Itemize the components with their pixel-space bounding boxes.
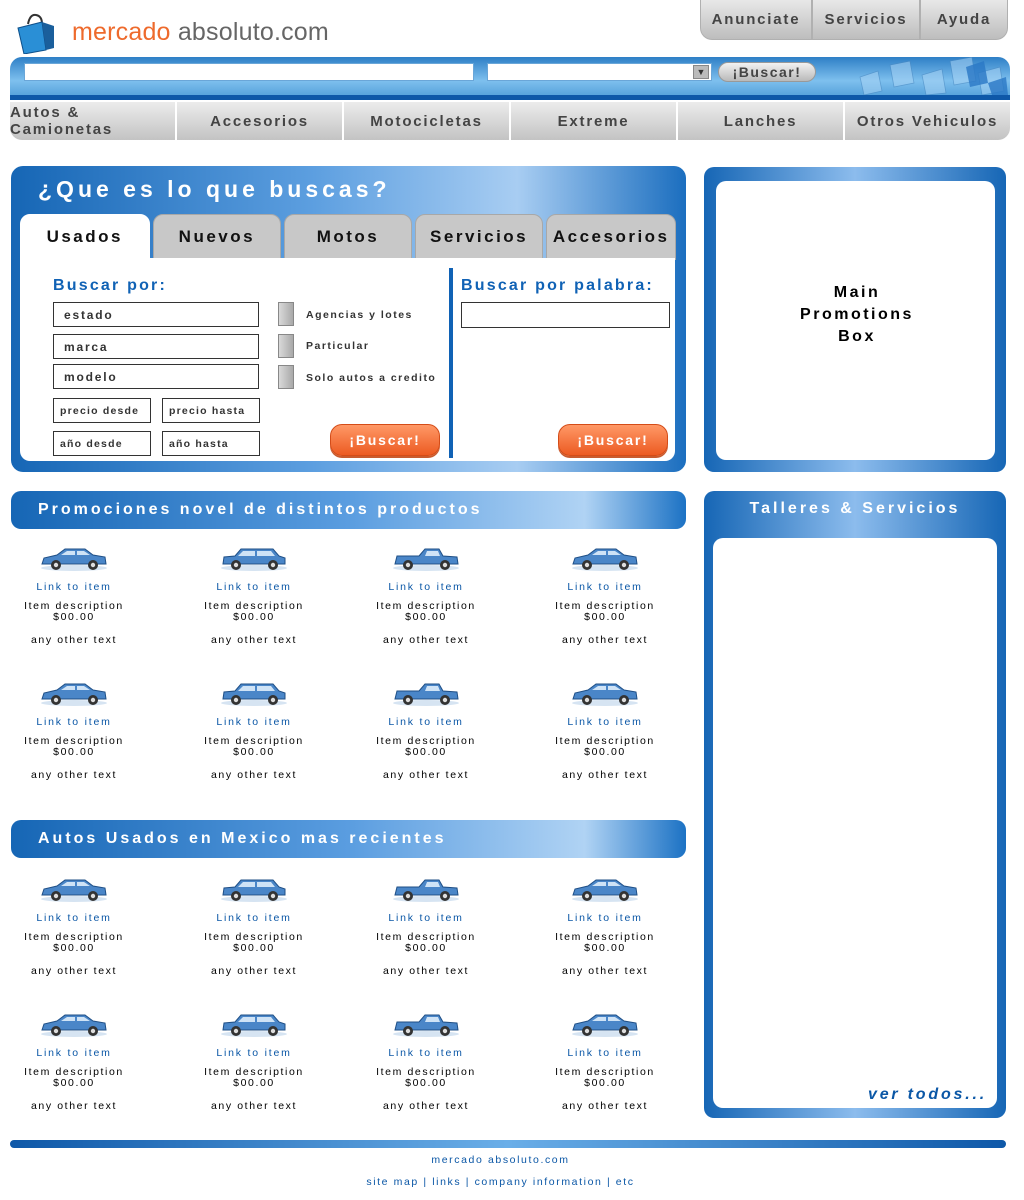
- list-item: [0, 1010, 154, 1112]
- precio-hasta-field[interactable]: precio hasta: [162, 398, 260, 423]
- category-otros-vehiculos[interactable]: Otros Vehiculos: [845, 102, 1010, 140]
- item-link[interactable]: Link to item: [36, 716, 112, 728]
- tab-usados[interactable]: Usados: [20, 214, 150, 260]
- item-description: [525, 736, 685, 758]
- item-description-text: Item description: [376, 1066, 476, 1078]
- list-item: [525, 875, 685, 977]
- item-price: $00.00: [584, 942, 626, 954]
- item-other-text: any other text: [561, 769, 649, 781]
- buscar-keyword-button[interactable]: ¡Buscar!: [558, 424, 668, 456]
- item-description: [174, 736, 334, 758]
- agencias-label: Agencias y lotes: [306, 309, 413, 321]
- item-link[interactable]: Link to item: [567, 912, 643, 924]
- header-search-input[interactable]: [24, 63, 474, 81]
- item-other-text: any other text: [561, 965, 649, 977]
- header-search-button[interactable]: ¡Buscar!: [718, 62, 816, 82]
- item-description: [0, 932, 154, 954]
- particular-checkbox[interactable]: [278, 334, 294, 358]
- list-item: [0, 679, 154, 781]
- buscar-por-label: Buscar por:: [53, 277, 167, 294]
- item-price: $00.00: [233, 942, 275, 954]
- item-description: [0, 736, 154, 758]
- car-icon[interactable]: [391, 1010, 461, 1040]
- tab-servicios[interactable]: Servicios: [415, 214, 544, 260]
- item-link[interactable]: Link to item: [388, 716, 464, 728]
- talleres-title: Talleres & Servicios: [749, 500, 961, 517]
- footer-links[interactable]: site map | links | company information | etc: [366, 1176, 635, 1188]
- list-item: [525, 679, 685, 781]
- item-description: [174, 1067, 334, 1089]
- item-link[interactable]: Link to item: [567, 716, 643, 728]
- item-price: $00.00: [53, 611, 95, 623]
- list-item: [346, 875, 506, 977]
- item-description: [174, 601, 334, 623]
- header-search-select[interactable]: [487, 63, 712, 81]
- car-icon[interactable]: [39, 1010, 109, 1040]
- car-icon[interactable]: [219, 544, 289, 574]
- item-other-text: any other text: [30, 634, 118, 646]
- top-nav-servicios[interactable]: Servicios: [812, 0, 920, 40]
- tab-nuevos[interactable]: Nuevos: [153, 214, 282, 260]
- item-price: $00.00: [233, 746, 275, 758]
- search-tabs: [20, 214, 676, 260]
- item-price: $00.00: [405, 942, 447, 954]
- estado-select[interactable]: estado: [53, 302, 259, 327]
- car-icon[interactable]: [39, 875, 109, 905]
- item-description-text: Item description: [204, 931, 304, 943]
- item-link[interactable]: Link to item: [216, 581, 292, 593]
- item-other-text: any other text: [30, 965, 118, 977]
- main-promotions-text: [716, 282, 998, 348]
- item-price: $00.00: [584, 611, 626, 623]
- list-item: [346, 679, 506, 781]
- item-description-text: Item description: [24, 600, 124, 612]
- recientes-header: Autos Usados en Mexico mas recientes: [11, 820, 686, 858]
- list-item: [525, 544, 685, 646]
- logo-part-1: mercado: [72, 18, 171, 46]
- item-other-text: any other text: [382, 634, 470, 646]
- top-nav-ayuda[interactable]: Ayuda: [920, 0, 1008, 40]
- anio-desde-field[interactable]: año desde: [53, 431, 151, 456]
- car-icon[interactable]: [391, 544, 461, 574]
- item-description-text: Item description: [204, 600, 304, 612]
- category-autos-camionetas[interactable]: Autos & Camionetas: [10, 102, 177, 140]
- buscar-por-palabra-label: Buscar por palabra:: [461, 277, 654, 294]
- item-description: [525, 1067, 685, 1089]
- item-description-text: Item description: [204, 1066, 304, 1078]
- item-description-text: Item description: [24, 931, 124, 943]
- item-other-text: any other text: [210, 1100, 298, 1112]
- keyword-input[interactable]: [461, 302, 670, 328]
- shopping-bag-logo-icon: [16, 12, 56, 54]
- promo-line-3: Box: [838, 328, 876, 345]
- buscar-filters-button[interactable]: ¡Buscar!: [330, 424, 440, 456]
- item-description-text: Item description: [555, 931, 655, 943]
- item-other-text: any other text: [30, 1100, 118, 1112]
- car-icon[interactable]: [570, 1010, 640, 1040]
- logo-part-2: absoluto.com: [177, 18, 329, 46]
- item-description: [346, 1067, 506, 1089]
- ver-todos-link[interactable]: ver todos...: [868, 1086, 987, 1103]
- item-description-text: Item description: [555, 735, 655, 747]
- promociones-header: Promociones novel de distintos productos: [11, 491, 686, 529]
- item-link[interactable]: Link to item: [567, 581, 643, 593]
- item-other-text: any other text: [382, 769, 470, 781]
- item-description-text: Item description: [555, 600, 655, 612]
- list-item: [174, 1010, 334, 1112]
- site-logo[interactable]: [72, 18, 329, 47]
- item-link[interactable]: Link to item: [36, 912, 112, 924]
- category-accesorios[interactable]: Accesorios: [177, 102, 344, 140]
- credito-checkbox[interactable]: [278, 365, 294, 389]
- item-link[interactable]: Link to item: [216, 716, 292, 728]
- list-item: [174, 544, 334, 646]
- car-icon[interactable]: [391, 875, 461, 905]
- item-description-text: Item description: [204, 735, 304, 747]
- item-description-text: Item description: [376, 600, 476, 612]
- credito-label: Solo autos a credito: [306, 372, 437, 384]
- promo-line-1: Main: [833, 284, 881, 301]
- item-description-text: Item description: [555, 1066, 655, 1078]
- chevron-down-icon[interactable]: ▼: [693, 65, 709, 79]
- item-link[interactable]: Link to item: [36, 581, 112, 593]
- anio-hasta-field[interactable]: año hasta: [162, 431, 260, 456]
- item-price: $00.00: [233, 611, 275, 623]
- list-item: [346, 1010, 506, 1112]
- panel-divider: [449, 268, 453, 458]
- item-link[interactable]: Link to item: [388, 912, 464, 924]
- category-motocicletas[interactable]: Motocicletas: [344, 102, 511, 140]
- item-description: [346, 736, 506, 758]
- top-nav: [700, 0, 1010, 42]
- item-description: [525, 601, 685, 623]
- agencias-checkbox[interactable]: [278, 302, 294, 326]
- particular-label: Particular: [306, 340, 370, 352]
- category-nav: [10, 102, 1010, 140]
- item-description: [346, 601, 506, 623]
- item-price: $00.00: [584, 1077, 626, 1089]
- item-description: [174, 932, 334, 954]
- item-price: $00.00: [53, 942, 95, 954]
- category-lanches[interactable]: Lanches: [678, 102, 845, 140]
- search-panel-title: ¿Que es lo que buscas?: [38, 176, 391, 202]
- car-icon[interactable]: [39, 544, 109, 574]
- item-other-text: any other text: [382, 965, 470, 977]
- item-link[interactable]: Link to item: [567, 1047, 643, 1059]
- car-icon[interactable]: [570, 679, 640, 709]
- footer-site-link[interactable]: mercado absoluto.com: [431, 1154, 570, 1166]
- car-icon[interactable]: [570, 875, 640, 905]
- item-description: [346, 932, 506, 954]
- item-description-text: Item description: [376, 735, 476, 747]
- item-price: $00.00: [53, 746, 95, 758]
- modelo-select[interactable]: modelo: [53, 364, 259, 389]
- item-description-text: Item description: [24, 1066, 124, 1078]
- item-description-text: Item description: [24, 735, 124, 747]
- item-link[interactable]: Link to item: [388, 581, 464, 593]
- promo-line-2: Promotions: [800, 306, 914, 323]
- item-price: $00.00: [405, 1077, 447, 1089]
- car-icon[interactable]: [219, 1010, 289, 1040]
- list-item: [525, 1010, 685, 1112]
- item-price: $00.00: [233, 1077, 275, 1089]
- item-price: $00.00: [405, 611, 447, 623]
- car-icon[interactable]: [39, 679, 109, 709]
- item-price: $00.00: [53, 1077, 95, 1089]
- list-item: [174, 875, 334, 977]
- item-description: [0, 601, 154, 623]
- item-other-text: any other text: [561, 1100, 649, 1112]
- item-other-text: any other text: [30, 769, 118, 781]
- item-description: [525, 932, 685, 954]
- car-icon[interactable]: [219, 679, 289, 709]
- list-item: [0, 544, 154, 646]
- list-item: [0, 875, 154, 977]
- car-icon[interactable]: [219, 875, 289, 905]
- car-icon[interactable]: [570, 544, 640, 574]
- tab-motos[interactable]: Motos: [284, 214, 412, 260]
- footer-bar: [10, 1140, 1006, 1148]
- item-link[interactable]: Link to item: [388, 1047, 464, 1059]
- marca-select[interactable]: marca: [53, 334, 259, 359]
- precio-desde-field[interactable]: precio desde: [53, 398, 151, 423]
- item-link[interactable]: Link to item: [216, 1047, 292, 1059]
- item-link[interactable]: Link to item: [36, 1047, 112, 1059]
- item-other-text: any other text: [382, 1100, 470, 1112]
- tab-accesorios[interactable]: Accesorios: [546, 214, 676, 260]
- list-item: [174, 679, 334, 781]
- item-other-text: any other text: [210, 769, 298, 781]
- top-nav-anunciate[interactable]: Anunciate: [700, 0, 812, 40]
- decorative-bags-icon: [850, 57, 1010, 95]
- item-price: $00.00: [584, 746, 626, 758]
- item-link[interactable]: Link to item: [216, 912, 292, 924]
- car-icon[interactable]: [391, 679, 461, 709]
- talleres-content: [713, 538, 997, 1108]
- item-other-text: any other text: [210, 965, 298, 977]
- list-item: [346, 544, 506, 646]
- item-other-text: any other text: [210, 634, 298, 646]
- category-extreme[interactable]: Extreme: [511, 102, 678, 140]
- item-description-text: Item description: [376, 931, 476, 943]
- item-other-text: any other text: [561, 634, 649, 646]
- item-price: $00.00: [405, 746, 447, 758]
- item-description: [0, 1067, 154, 1089]
